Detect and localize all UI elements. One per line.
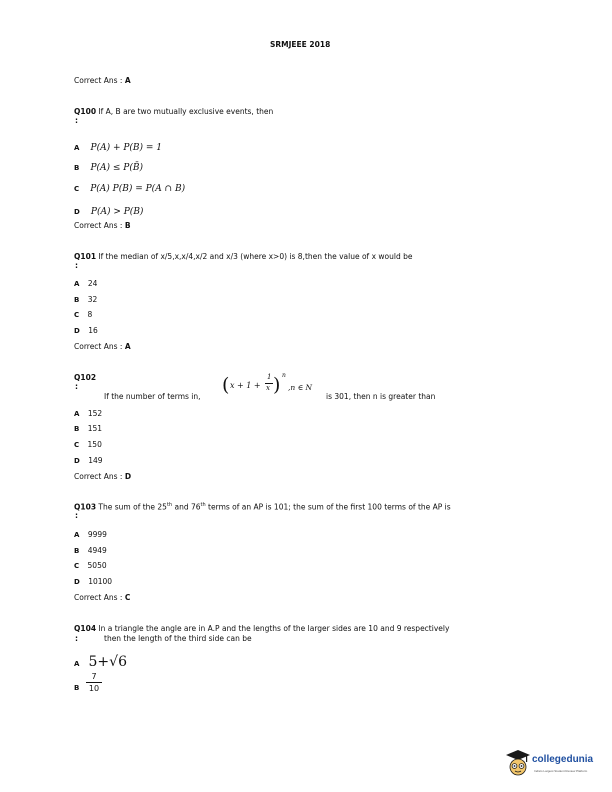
question-colon: : <box>75 634 78 643</box>
question-q103 <box>74 502 451 512</box>
option-text: 151 <box>87 424 103 433</box>
option-row <box>74 561 107 570</box>
fraction-numerator: 7 <box>91 672 97 681</box>
question-number: Q101 <box>74 252 97 261</box>
option-text: 150 <box>87 440 102 449</box>
option-fraction <box>86 672 102 693</box>
option-row <box>74 530 107 539</box>
expr-numerator: 1 <box>267 373 272 381</box>
question-text: terms of an AP is 101; the sum of the first 100 terms of the AP is <box>205 502 451 512</box>
option-row <box>74 176 185 195</box>
option-math: P(A) + P(B) = 1 <box>90 143 163 153</box>
question-text: In a triangle the angle are in A.P and the lengths of the larger sides are 10 and 9 respectively <box>98 624 450 633</box>
option-math: 5+√6 <box>88 654 127 670</box>
collegedunia-logo <box>503 748 609 780</box>
correct-answer-q103 <box>74 593 130 602</box>
option-row <box>74 199 143 218</box>
question-text: The sum of the 25 <box>98 502 167 512</box>
option-letter: A <box>74 531 80 539</box>
option-row <box>74 135 162 154</box>
option-letter: C <box>74 562 80 570</box>
graduate-mascot-icon <box>505 748 531 778</box>
logo-wordmark: collegedunia <box>532 754 594 765</box>
question-text-before: If the number of terms in, <box>104 392 201 401</box>
correct-answer-q101 <box>74 342 131 351</box>
question-text-after: is 301, then n is greater than <box>326 392 436 401</box>
option-letter: D <box>74 457 80 465</box>
option-math: P(A) P(B) = P(A ∩ B) <box>90 184 186 194</box>
correct-answer-prev <box>74 76 131 85</box>
open-paren: ( <box>222 374 230 396</box>
option-text: 149 <box>88 456 103 465</box>
correct-ans-label: Correct Ans : <box>74 342 123 351</box>
option-row <box>74 651 127 670</box>
option-text: 10100 <box>88 577 113 586</box>
option-row <box>74 440 102 449</box>
option-letter: B <box>74 164 80 172</box>
question-colon: : <box>75 382 78 391</box>
option-row <box>74 310 92 319</box>
expr-suffix: ,n ∈ N <box>288 383 313 392</box>
correct-ans-label: Correct Ans : <box>74 593 123 602</box>
option-letter: D <box>74 327 80 335</box>
question-colon: : <box>75 511 78 520</box>
question-q101 <box>74 252 412 261</box>
correct-ans-value: D <box>124 472 132 481</box>
question-number: Q103 <box>74 502 97 512</box>
option-row <box>74 546 107 555</box>
option-letter: C <box>74 185 80 193</box>
expr-exponent: n <box>282 372 286 379</box>
option-row <box>74 279 97 288</box>
option-row <box>74 326 98 335</box>
correct-ans-label: Correct Ans : <box>74 76 123 85</box>
option-letter: B <box>74 296 80 304</box>
option-row <box>74 409 102 418</box>
option-text: 24 <box>87 279 98 288</box>
superscript: th <box>200 502 206 508</box>
correct-ans-label: Correct Ans : <box>74 221 123 230</box>
option-letter: D <box>74 208 80 216</box>
option-text: 16 <box>88 326 98 335</box>
correct-ans-value: B <box>124 221 131 230</box>
option-letter: D <box>74 578 80 586</box>
option-text: 152 <box>87 409 103 418</box>
correct-ans-value: A <box>124 342 131 351</box>
correct-answer-q102 <box>74 472 131 481</box>
option-text: 32 <box>87 295 98 304</box>
question-text: If A, B are two mutually exclusive events, then <box>98 107 274 116</box>
option-math: P(A) > P(B) <box>90 207 144 217</box>
question-text: If the median of x/5,x,x/4,x/2 and x/3 (where x>0) is 8,then the value of x would be <box>98 252 413 261</box>
question-colon: : <box>75 261 78 270</box>
page-header-title: SRMJEEE 2018 <box>270 40 331 49</box>
question-q104 <box>74 624 449 633</box>
question-number: Q100 <box>74 107 97 116</box>
option-text: 8 <box>87 310 93 319</box>
fraction-denominator: 10 <box>88 684 100 693</box>
logo-tagline: India's Largest Student Review Platform <box>534 769 588 773</box>
option-row <box>74 424 102 433</box>
option-row <box>74 456 103 465</box>
option-text: 9999 <box>87 530 107 539</box>
correct-ans-label: Correct Ans : <box>74 472 123 481</box>
option-math: P(A) ≤ P(B̄) <box>90 163 143 173</box>
fraction-bar <box>86 682 102 683</box>
option-letter: B <box>74 684 80 692</box>
question-text: and 76 <box>172 502 201 512</box>
correct-ans-value: A <box>124 76 131 85</box>
correct-ans-value: C <box>124 593 131 602</box>
option-letter: B <box>74 425 80 433</box>
expr-left: x + 1 + <box>230 381 261 390</box>
option-letter: C <box>74 311 80 319</box>
option-text: 5050 <box>87 561 107 570</box>
option-letter: A <box>74 144 80 152</box>
correct-answer-q100 <box>74 221 131 230</box>
option-text: 4949 <box>87 546 107 555</box>
option-letter: A <box>74 280 80 288</box>
option-letter: A <box>74 660 80 668</box>
option-letter: C <box>74 441 80 449</box>
option-letter: A <box>74 410 80 418</box>
question-text-line2: then the length of the third side can be <box>104 634 252 643</box>
question-q100 <box>74 107 273 116</box>
question-number: Q104 <box>74 624 97 633</box>
superscript: th <box>166 502 173 508</box>
question-number: Q102 <box>74 373 97 382</box>
option-letter: B <box>74 547 80 555</box>
option-row <box>74 295 97 304</box>
close-paren: ) <box>273 374 281 396</box>
option-row <box>74 577 112 586</box>
expr-denominator: x <box>266 384 270 392</box>
option-row <box>74 155 143 174</box>
question-colon: : <box>75 116 78 125</box>
